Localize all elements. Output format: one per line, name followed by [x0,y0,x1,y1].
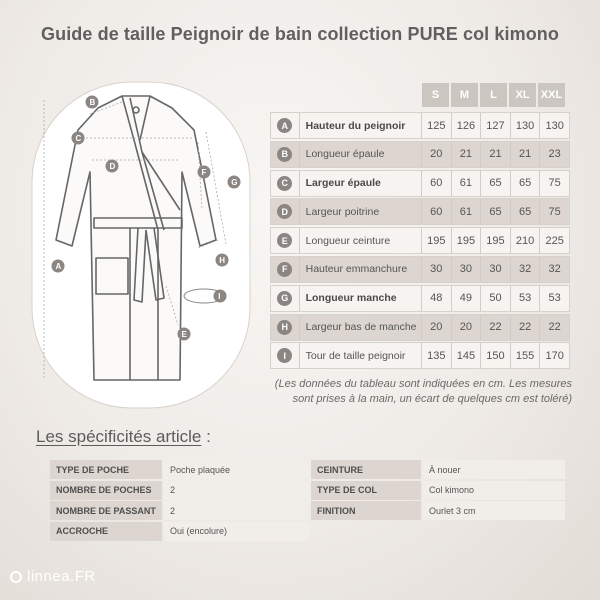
spec-key: TYPE DE COL [311,481,421,500]
logo-icon [10,571,22,583]
size-value: 65 [481,199,511,224]
size-value: 170 [545,349,564,362]
size-value: 60 [422,199,452,224]
spec-value: À nouer [423,460,565,479]
measure-label: Hauteur emmanchure [300,257,422,282]
size-table [270,112,570,371]
size-value: 127 [481,113,511,138]
measure-label: Longueur épaule [300,142,422,167]
measure-badge: E [277,233,292,248]
size-value: 53 [511,286,541,311]
size-value: 22 [511,315,541,340]
svg-text:E: E [181,330,187,339]
spec-row [50,501,565,520]
measure-badge: A [277,118,292,133]
size-value: 195 [452,228,482,253]
measure-label: Largeur épaule [300,171,422,196]
measure-badge: F [277,262,292,277]
size-value: 22 [481,315,511,340]
size-value: 65 [511,171,541,196]
size-value: 50 [481,286,511,311]
measure-badge: C [277,176,292,191]
spec-key: TYPE DE POCHE [50,460,162,479]
size-value: 150 [481,343,511,368]
size-value: 32 [511,257,541,282]
spec-key: CEINTURE [311,460,421,479]
spec-value: 2 [164,481,309,500]
brand-logo [10,568,96,585]
page-title: Guide de taille Peignoir de bain collection PURE col kimono [41,24,559,44]
measure-label: Largeur poitrine [300,199,422,224]
spec-key: ACCROCHE [50,522,162,541]
spec-value: Col kimono [423,481,565,500]
size-row [270,198,570,225]
spec-value: Oui (encolure) [164,522,309,541]
measure-label: Largeur bas de manche [300,315,422,340]
size-header-cell: L [480,83,507,107]
spec-row [50,460,565,479]
svg-text:F: F [201,168,207,177]
size-value: 61 [452,199,482,224]
measure-label: Hauteur du peignoir [300,113,422,138]
size-value: 20 [422,142,452,167]
svg-text:D: D [109,162,116,171]
size-value: 48 [422,286,452,311]
size-value: 130 [511,113,541,138]
size-value: 32 [548,263,561,276]
specs-title-colon: : [201,427,211,446]
size-value: 20 [422,315,452,340]
svg-text:A: A [55,262,62,271]
spec-key: NOMBRE DE POCHES [50,481,162,500]
size-row [270,141,570,168]
size-value: 61 [452,171,482,196]
size-value: 210 [511,228,541,253]
bathrobe-kimono-icon [30,80,252,410]
measurement-note: (Les données du tableau sont indiquées en cm. Les mesures sont prises à la main, un écart de quelques cm est toléré) [274,378,572,405]
spec-key [311,522,421,541]
bathrobe-illustration [30,80,252,410]
spec-key: NOMBRE DE PASSANT [50,501,162,520]
size-row [270,170,570,197]
measure-badge: H [277,320,292,335]
measure-badge: G [277,291,292,306]
measure-badge: I [277,348,292,363]
size-header [422,83,567,107]
size-value: 225 [545,234,564,247]
spec-value: Ourlet 3 cm [423,501,565,520]
measure-label: Longueur manche [300,286,422,311]
spec-value [423,522,565,541]
brand-logo-text: linnea.FR [27,568,96,585]
measure-label: Tour de taille peignoir [300,343,422,368]
specs-title-text: Les spécificités article [36,427,202,446]
size-value: 126 [452,113,482,138]
size-row [270,314,570,341]
size-value: 135 [422,343,452,368]
size-header-cell: S [422,83,449,107]
size-header-cell: XXL [538,83,565,107]
size-value: 125 [422,113,452,138]
specs-title [36,427,211,447]
size-row [270,256,570,283]
size-value: 75 [548,205,561,218]
size-value: 30 [422,257,452,282]
size-value: 21 [511,142,541,167]
spec-row [50,481,565,500]
measure-badge: B [277,147,292,162]
svg-text:I: I [218,292,221,301]
size-value: 21 [452,142,482,167]
size-value: 23 [548,148,561,161]
svg-text:B: B [89,98,96,107]
size-value: 53 [548,292,561,305]
size-value: 155 [511,343,541,368]
svg-text:G: G [231,178,238,187]
size-header-cell: M [451,83,478,107]
measure-badge: D [277,204,292,219]
size-value: 130 [545,119,564,132]
spec-key: FINITION [311,501,421,520]
size-value: 145 [452,343,482,368]
size-value: 21 [481,142,511,167]
spec-value: 2 [164,501,309,520]
size-header-cell: XL [509,83,536,107]
spec-value: Poche plaquée [164,460,309,479]
svg-text:C: C [75,134,82,143]
size-value: 65 [511,199,541,224]
spec-row [50,522,565,541]
size-value: 49 [452,286,482,311]
size-value: 30 [452,257,482,282]
size-row [270,342,570,369]
svg-text:H: H [219,256,226,265]
size-row [270,285,570,312]
size-value: 65 [481,171,511,196]
size-value: 195 [481,228,511,253]
size-value: 20 [452,315,482,340]
size-value: 60 [422,171,452,196]
size-value: 22 [548,321,561,334]
size-value: 30 [481,257,511,282]
size-row [270,227,570,254]
size-value: 195 [422,228,452,253]
size-row [270,112,570,139]
specs-table [50,460,565,542]
size-value: 75 [548,177,561,190]
measure-label: Longueur ceinture [300,228,422,253]
